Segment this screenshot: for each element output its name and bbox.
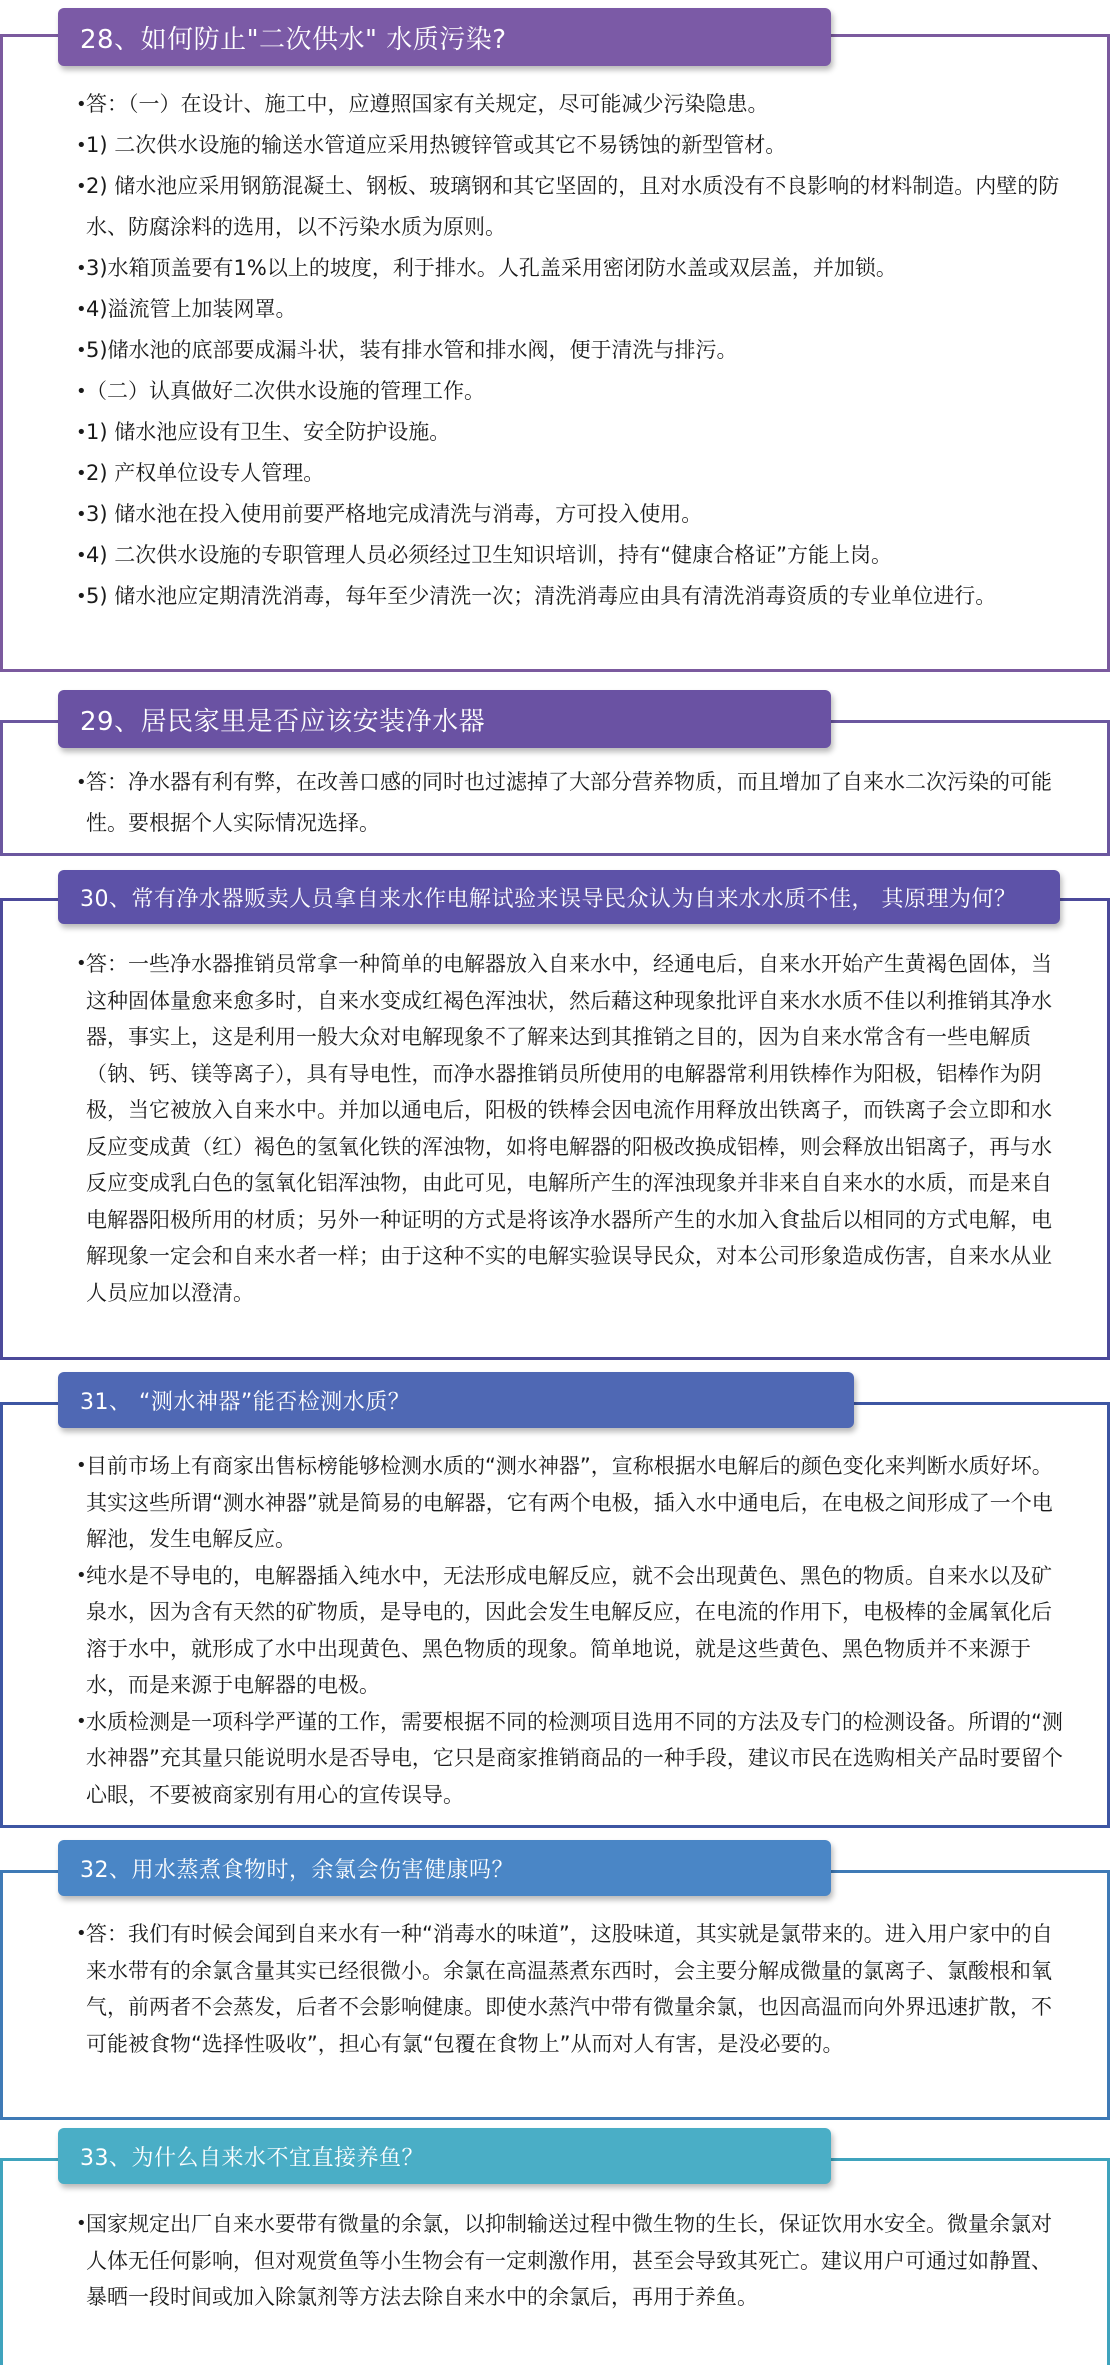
faq-section-31	[0, 1368, 1110, 1828]
answer-paragraph: • 1) 储水池应设有卫生、安全防护设施。	[86, 412, 1064, 453]
faq-content-29	[86, 762, 1064, 844]
answer-paragraph: • 4)溢流管上加装网罩。	[86, 289, 1064, 330]
faq-content-30	[86, 946, 1064, 1311]
faq-section-32	[0, 1836, 1110, 2120]
answer-paragraph: • 答：我们有时候会闻到自来水有一种“消毒水的味道”，这股味道，其实就是氯带来的。进入用户家中的自来水带有的余氯含量其实已经很微小。余氯在高温蒸煮东西时，会主要分解成微量的氯离子、氯酸根和氧气，前两者不会蒸发，后者不会影响健康。即使水蒸汽中带有微量余氯，也因高温而向外界迅速扩散，不可能被食物“选择性吸收”，担心有氯“包覆在食物上”从而对人有害，是没必要的。	[86, 1916, 1064, 2062]
faq-content-33	[86, 2206, 1064, 2316]
faq-section-29	[0, 686, 1110, 856]
answer-paragraph: • 1) 二次供水设施的输送水管道应采用热镀锌管或其它不易锈蚀的新型管材。	[86, 125, 1064, 166]
faq-section-33	[0, 2122, 1110, 2365]
answer-paragraph: • 4) 二次供水设施的专职管理人员必须经过卫生知识培训，持有“健康合格证”方能上岗。	[86, 535, 1064, 576]
faq-title-32: 32、用水蒸煮食物时，余氯会伤害健康吗？	[58, 1840, 831, 1896]
answer-paragraph: • 纯水是不导电的，电解器插入纯水中，无法形成电解反应，就不会出现黄色、黑色的物质。自来水以及矿泉水，因为含有天然的矿物质，是导电的，因此会发生电解反应，在电流的作用下，电极棒的金属氧化后溶于水中，就形成了水中出现黄色、黑色物质的现象。简单地说，就是这些黄色、黑色物质并不来源于水，而是来源于电解器的电极。	[86, 1558, 1064, 1704]
answer-paragraph: • 答：（一）在设计、施工中，应遵照国家有关规定，尽可能减少污染隐患。	[86, 84, 1064, 125]
faq-title-29: 29、居民家里是否应该安装净水器	[58, 690, 831, 748]
faq-section-28	[0, 0, 1110, 672]
answer-paragraph: • 目前市场上有商家出售标榜能够检测水质的“测水神器”，宣称根据水电解后的颜色变化来判断水质好坏。其实这些所谓“测水神器”就是简易的电解器，它有两个电极，插入水中通电后，在电极之间形成了一个电解池，发生电解反应。	[86, 1448, 1064, 1558]
answer-paragraph: • 2) 储水池应采用钢筋混凝土、钢板、玻璃钢和其它坚固的，且对水质没有不良影响的材料制造。内壁的防水、防腐涂料的选用，以不污染水质为原则。	[86, 166, 1064, 248]
answer-paragraph: • 答：净水器有利有弊，在改善口感的同时也过滤掉了大部分营养物质，而且增加了自来水二次污染的可能性。要根据个人实际情况选择。	[86, 762, 1064, 844]
faq-section-30	[0, 866, 1110, 1360]
faq-title-31: 31、 “测水神器”能否检测水质？	[58, 1372, 854, 1428]
faq-title-33: 33、为什么自来水不宜直接养鱼？	[58, 2128, 831, 2184]
faq-content-28	[86, 84, 1064, 617]
answer-paragraph: • 3)水箱顶盖要有1%以上的坡度，利于排水。人孔盖采用密闭防水盖或双层盖，并加锁。	[86, 248, 1064, 289]
faq-content-31	[86, 1448, 1064, 1813]
answer-paragraph: • 水质检测是一项科学严谨的工作，需要根据不同的检测项目选用不同的方法及专门的检测设备。所谓的“测水神器”充其量只能说明水是否导电，它只是商家推销商品的一种手段，建议市民在选购相关产品时要留个心眼，不要被商家别有用心的宣传误导。	[86, 1704, 1064, 1814]
answer-paragraph: • 5)储水池的底部要成漏斗状，装有排水管和排水阀，便于清洗与排污。	[86, 330, 1064, 371]
faq-title-30: 30、常有净水器贩卖人员拿自来水作电解试验来误导民众认为自来水水质不佳， 其原理为何？	[58, 870, 1060, 924]
answer-paragraph: • （二）认真做好二次供水设施的管理工作。	[86, 371, 1064, 412]
answer-paragraph: • 国家规定出厂自来水要带有微量的余氯，以抑制输送过程中微生物的生长，保证饮用水安全。微量余氯对人体无任何影响，但对观赏鱼等小生物会有一定刺激作用，甚至会导致其死亡。建议用户可通过如静置、暴晒一段时间或加入除氯剂等方法去除自来水中的余氯后，再用于养鱼。	[86, 2206, 1064, 2316]
answer-paragraph: • 3) 储水池在投入使用前要严格地完成清洗与消毒，方可投入使用。	[86, 494, 1064, 535]
faq-content-32	[86, 1916, 1064, 2062]
faq-title-28: 28、如何防止"二次供水" 水质污染?	[58, 8, 831, 66]
answer-paragraph: • 答：一些净水器推销员常拿一种简单的电解器放入自来水中，经通电后，自来水开始产生黄褐色固体，当这种固体量愈来愈多时，自来水变成红褐色浑浊状，然后藉这种现象批评自来水水质不佳以利推销其净水器，事实上，这是利用一般大众对电解现象不了解来达到其推销之目的，因为自来水常含有一些电解质（钠、钙、镁等离子），具有导电性，而净水器推销员所使用的电解器常利用铁棒作为阳极，铝棒作为阴极，当它被放入自来水中。并加以通电后，阳极的铁棒会因电流作用释放出铁离子，而铁离子会立即和水反应变成黄（红）褐色的氢氧化铁的浑浊物，如将电解器的阳极改换成铝棒，则会释放出铝离子，再与水反应变成乳白色的氢氧化铝浑浊物，由此可见，电解所产生的浑浊现象并非来自自来水的水质，而是来自电解器阳极所用的材质；另外一种证明的方式是将该净水器所产生的水加入食盐后以相同的方式电解，电解现象一定会和自来水者一样；由于这种不实的电解实验误导民众，对本公司形象造成伤害，自来水从业人员应加以澄清。	[86, 946, 1064, 1311]
answer-paragraph: • 2) 产权单位设专人管理。	[86, 453, 1064, 494]
answer-paragraph: • 5) 储水池应定期清洗消毒，每年至少清洗一次；清洗消毒应由具有清洗消毒资质的专业单位进行。	[86, 576, 1064, 617]
